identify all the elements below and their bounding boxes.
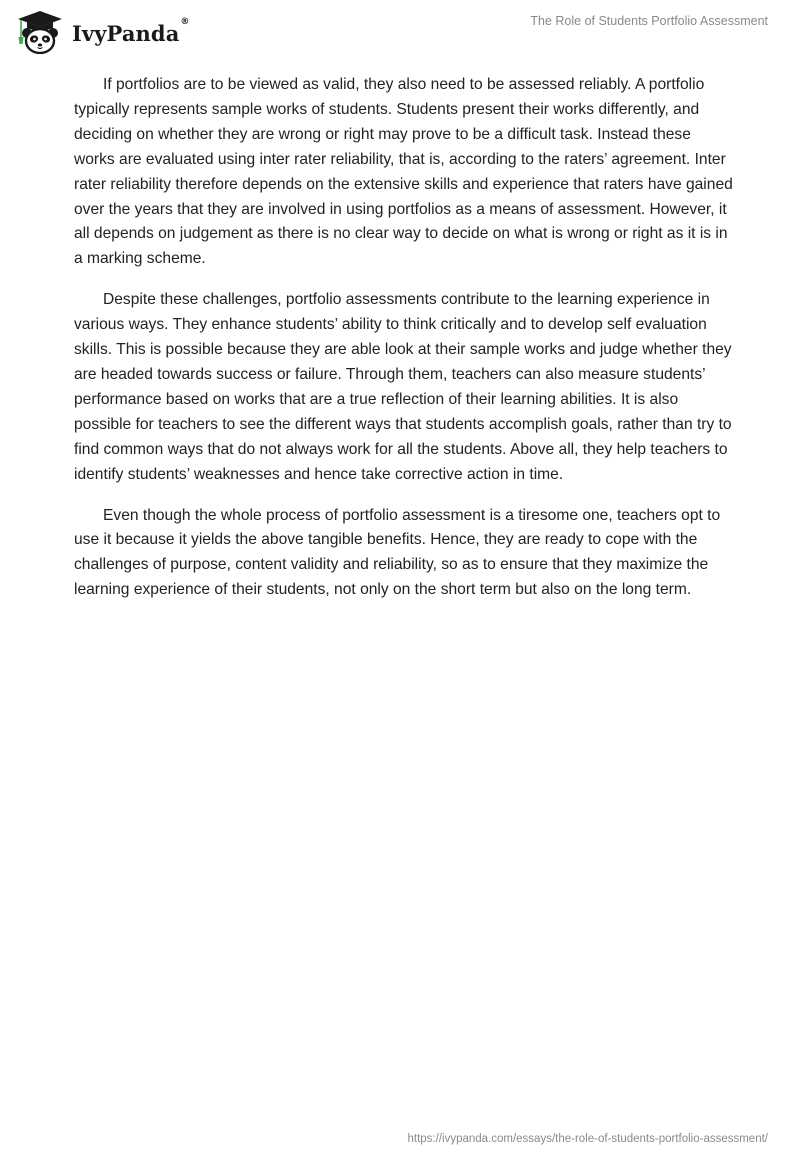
essay-body — [74, 73, 734, 619]
page-header — [0, 0, 800, 60]
paragraph: Even though the whole process of portfolio assessment is a tiresome one, teachers opt to use it because it yields the above tangible benefits. Hence, they are ready to cope with the challenges of purpose, content validity and reliability, so as to ensure that they maximize the learning experience of their students, not only on the short term but also on the long term. — [74, 506, 721, 599]
ivypanda-logo[interactable] — [14, 10, 189, 54]
paragraph: If portfolios are to be viewed as valid, they also need to be assessed reliably. A portfolio typically represents sample works of students. Students present their works differently, and deciding on whether they are wrong or right may prove to be a difficult task. Instead these works are evaluated using inter rater reliability, that is, according to the raters’ agreement. Inter rater reliability therefore depends on the extensive skills and experience that raters have gained over the years that they are involved in using portfolios as a means of assessment. However, it all depends on judgement as there is no clear way to decide on what is wrong or right as it is in a marking scheme. — [74, 76, 733, 268]
document-title: The Role of Students Portfolio Assessment — [530, 14, 768, 28]
registered-mark: ® — [180, 17, 190, 27]
brand-name: IvyPanda — [72, 20, 180, 46]
panda-graduate-icon — [14, 10, 66, 54]
paragraph: Despite these challenges, portfolio assessments contribute to the learning experience in various ways. They enhance students’ ability to think critically and to develop self evaluation skills. This is possible because they are able look at their sample works and judge whether they are headed towards success or failure. Through them, teachers can also measure students’ performance based on works that are a true reflection of their learning abilities. It is also possible for teachers to see the different ways that students accomplish goals, rather than try to find common ways that do not always work for all the students. Above all, they help teachers to identify students’ weaknesses and hence take corrective action in time. — [74, 291, 732, 483]
source-url-link[interactable]: https://ivypanda.com/essays/the-role-of-students-portfolio-assessment/ — [407, 1133, 768, 1145]
